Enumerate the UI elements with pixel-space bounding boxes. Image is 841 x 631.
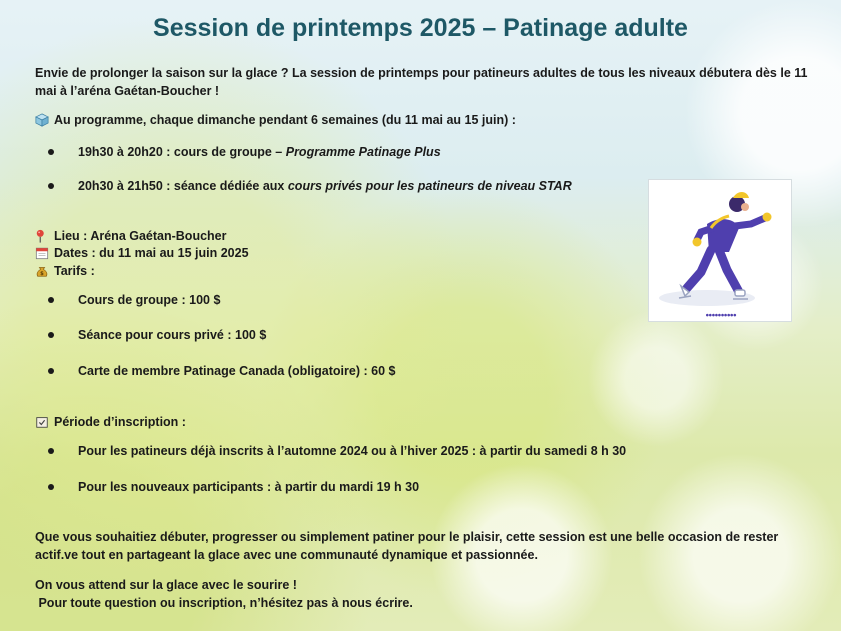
svg-text:$: $: [40, 270, 44, 277]
fee-item-text: Cours de groupe : 100 $: [78, 293, 221, 307]
ballot-box-icon: [35, 415, 49, 429]
money-bag-icon: [35, 264, 49, 278]
location-text: Lieu : Aréna Gaétan-Boucher: [54, 229, 227, 243]
dates-text: Dates : du 11 mai au 15 juin 2025: [54, 246, 249, 260]
program-heading-text: Au programme, chaque dimanche pendant 6 semaines (du 11 mai au 15 juin) :: [54, 113, 516, 127]
bullet: [48, 297, 54, 303]
skater-icon: [649, 180, 793, 323]
svg-text:●●●●●●●●●●: ●●●●●●●●●●: [705, 313, 737, 317]
dates-line: [35, 244, 249, 262]
fee-item: [48, 364, 395, 378]
fee-item: [48, 328, 266, 342]
bullet: [48, 448, 54, 454]
program-item-italic: cours privés pour les patineurs de niveau STAR: [287, 179, 572, 193]
outro-paragraph: Que vous souhaitiez débuter, progresser ou simplement patiner pour le plaisir, cette session est une belle occasion de rester actif.ve tout en partageant la glace avec une communauté dynamique et passionnée.: [35, 530, 779, 562]
closing-line-2: Pour toute question ou inscription, n’hésitez pas à nous écrire.: [35, 596, 413, 610]
program-item-text: 20h30 à 21h50 : séance dédiée aux: [78, 179, 288, 193]
bullet: [48, 149, 54, 155]
fee-item: [48, 293, 220, 307]
bullet: [48, 368, 54, 374]
fee-item-text: Séance pour cours privé : 100 $: [78, 328, 267, 342]
registration-item: [48, 480, 419, 494]
program-item: [48, 179, 572, 193]
bullet: [48, 332, 54, 338]
pin-icon: [35, 229, 49, 243]
registration-item-text: Pour les nouveaux participants : à partir du mardi 19 h 30: [78, 480, 420, 494]
bullet: [48, 183, 54, 189]
fee-item-text: Carte de membre Patinage Canada (obligatoire) : 60 $: [78, 364, 396, 378]
program-item: [48, 145, 441, 159]
registration-item-text: Pour les patineurs déjà inscrits à l’automne 2024 ou à l’hiver 2025 : à partir du samedi 8 h 30: [78, 444, 627, 458]
page-title: Session de printemps 2025 – Patinage adulte: [153, 14, 688, 42]
registration-heading-text: Période d’inscription :: [54, 415, 186, 429]
closing-block: [35, 576, 535, 612]
bullet: [48, 484, 54, 490]
intro-paragraph: Envie de prolonger la saison sur la glace ? La session de printemps pour patineurs adultes de tous les niveaux débutera dès le 11 mai à l’aréna Gaétan-Boucher !: [35, 66, 808, 98]
fees-text: Tarifs :: [54, 264, 95, 278]
fees-line: [35, 262, 95, 280]
registration-heading: [35, 413, 186, 431]
closing-line-1: On vous attend sur la glace avec le sourire !: [35, 578, 297, 592]
calendar-icon: [35, 246, 49, 260]
program-item-text: 19h30 à 20h20 : cours de groupe –: [78, 145, 286, 159]
skater-illustration: [648, 179, 792, 322]
program-item-italic: Programme Patinage Plus: [285, 145, 441, 159]
cube-icon: [35, 113, 49, 127]
program-heading: [35, 111, 516, 129]
registration-item: [48, 444, 626, 458]
location-line: [35, 227, 227, 245]
